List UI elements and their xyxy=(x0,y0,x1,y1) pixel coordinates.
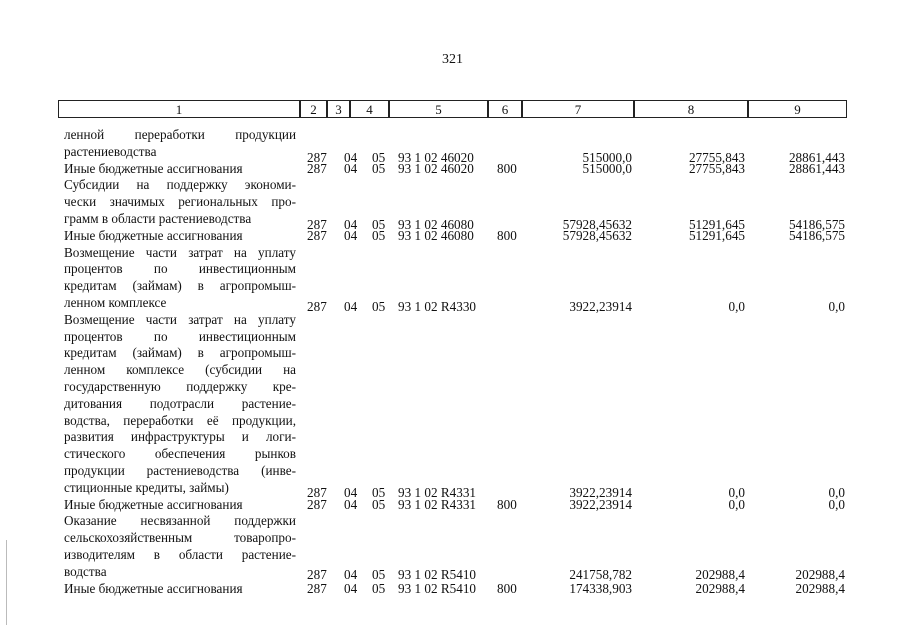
col-subsection: 05 xyxy=(372,149,386,165)
header-col-7: 7 xyxy=(522,100,634,118)
description-line: государственную поддержку кре- xyxy=(64,378,296,394)
description-line: стиционные кредиты, займы) xyxy=(64,479,229,495)
table-row xyxy=(0,161,905,177)
col-target-article: 93 1 02 46080 xyxy=(398,216,474,232)
col-amount-2: 27755,843 xyxy=(688,149,745,165)
col-amount-3: 0,0 xyxy=(828,299,845,315)
description-line: развития инфраструктуры и логи- xyxy=(64,429,296,445)
header-col-3: 3 xyxy=(327,100,350,118)
col-amount-1: 515000,0 xyxy=(582,160,632,176)
col-amount-1: 57928,45632 xyxy=(562,216,632,232)
header-col-4: 4 xyxy=(350,100,389,118)
description-line: ленном комплексе (субсидии на xyxy=(64,362,296,378)
col-section: 04 xyxy=(344,567,358,583)
description-line: процентов по инвестиционным xyxy=(64,261,296,277)
col-amount-3: 0,0 xyxy=(828,484,845,500)
col-amount-1: 515000,0 xyxy=(582,149,632,165)
col-amount-3: 28861,443 xyxy=(788,160,845,176)
col-amount-3: 28861,443 xyxy=(788,149,845,165)
description-line: ленной переработки продукции xyxy=(64,127,296,142)
col-subsection: 05 xyxy=(372,160,386,176)
col-ministry: 287 xyxy=(307,149,327,165)
col-target-article: 93 1 02 R5410 xyxy=(398,580,477,596)
table-row xyxy=(0,581,905,597)
col-ministry: 287 xyxy=(307,567,327,583)
row-description xyxy=(64,312,296,497)
description-line: растениеводства xyxy=(64,143,157,159)
description-line: Оказание несвязанной поддержки xyxy=(64,513,296,529)
description-line: Субсидии на поддержку экономи- xyxy=(64,177,296,193)
col-subsection: 05 xyxy=(372,484,386,500)
header-col-8: 8 xyxy=(634,100,748,118)
col-target-article: 93 1 02 46020 xyxy=(398,149,474,165)
header-col-2: 2 xyxy=(300,100,327,118)
description-line: Возмещение части затрат на уплату xyxy=(64,244,296,260)
col-section: 04 xyxy=(344,299,358,315)
col-ministry: 287 xyxy=(307,484,327,500)
description-line: кредитам (займам) в агропромыш- xyxy=(64,278,296,294)
page-number: 321 xyxy=(442,52,463,67)
col-amount-1: 3922,23914 xyxy=(569,496,632,512)
col-expense-type: 800 xyxy=(497,496,517,512)
col-section: 04 xyxy=(344,227,358,243)
col-ministry: 287 xyxy=(307,496,327,512)
description-line: Иные бюджетные ассигнования xyxy=(64,496,243,512)
col-section: 04 xyxy=(344,496,358,512)
col-section: 04 xyxy=(344,160,358,176)
col-section: 04 xyxy=(344,149,358,165)
col-section: 04 xyxy=(344,580,358,596)
description-line: дитования подотрасли растение- xyxy=(64,395,296,411)
description-line: водства, переработки её продукции, xyxy=(64,412,296,428)
col-amount-1: 174338,903 xyxy=(569,580,632,596)
col-expense-type: 800 xyxy=(497,160,517,176)
col-amount-2: 51291,645 xyxy=(688,216,745,232)
col-ministry: 287 xyxy=(307,160,327,176)
col-ministry: 287 xyxy=(307,299,327,315)
col-section: 04 xyxy=(344,216,358,232)
col-amount-2: 0,0 xyxy=(728,299,745,315)
description-line: кредитам (займам) в агропромыш- xyxy=(64,345,296,361)
header-col-9: 9 xyxy=(748,100,847,118)
col-amount-3: 202988,4 xyxy=(795,580,845,596)
col-amount-3: 54186,575 xyxy=(788,227,845,243)
description-line: водства xyxy=(64,563,107,579)
col-subsection: 05 xyxy=(372,227,386,243)
col-section: 04 xyxy=(344,484,358,500)
col-ministry: 287 xyxy=(307,227,327,243)
col-target-article: 93 1 02 R5410 xyxy=(398,567,477,583)
header-col-6: 6 xyxy=(488,100,522,118)
scan-margin-line xyxy=(6,540,7,625)
col-target-article: 93 1 02 R4331 xyxy=(398,484,477,500)
col-subsection: 05 xyxy=(372,567,386,583)
col-subsection: 05 xyxy=(372,580,386,596)
description-line: процентов по инвестиционным xyxy=(64,328,296,344)
col-amount-2: 202988,4 xyxy=(695,567,745,583)
col-subsection: 05 xyxy=(372,299,386,315)
col-target-article: 93 1 02 R4330 xyxy=(398,299,477,315)
description-line: Возмещение части затрат на уплату xyxy=(64,311,296,327)
description-line: ленном комплексе xyxy=(64,294,167,310)
description-line: Иные бюджетные ассигнования xyxy=(64,160,243,176)
table-row xyxy=(0,228,905,244)
col-amount-3: 0,0 xyxy=(828,496,845,512)
col-amount-2: 202988,4 xyxy=(695,580,745,596)
description-line: стического обеспечения рынков xyxy=(64,446,296,462)
col-amount-2: 51291,645 xyxy=(688,227,745,243)
col-ministry: 287 xyxy=(307,580,327,596)
col-target-article: 93 1 02 46080 xyxy=(398,227,474,243)
col-ministry: 287 xyxy=(307,216,327,232)
col-target-article: 93 1 02 46020 xyxy=(398,160,474,176)
col-expense-type: 800 xyxy=(497,227,517,243)
header-col-1: 1 xyxy=(58,100,300,118)
description-line: Иные бюджетные ассигнования xyxy=(64,227,243,243)
col-amount-2: 0,0 xyxy=(728,496,745,512)
col-amount-1: 241758,782 xyxy=(569,567,632,583)
col-amount-1: 3922,23914 xyxy=(569,299,632,315)
col-amount-2: 0,0 xyxy=(728,484,745,500)
description-line: изводителям в области растение- xyxy=(64,546,296,562)
table-header xyxy=(58,100,847,122)
col-amount-1: 57928,45632 xyxy=(562,227,632,243)
description-line: чески значимых региональных про- xyxy=(64,194,296,210)
col-amount-3: 54186,575 xyxy=(788,216,845,232)
header-col-5: 5 xyxy=(389,100,488,118)
col-target-article: 93 1 02 R4331 xyxy=(398,496,477,512)
description-line: сельскохозяйственным товаропро- xyxy=(64,530,296,546)
table-row xyxy=(0,497,905,513)
col-expense-type: 800 xyxy=(497,580,517,596)
col-subsection: 05 xyxy=(372,216,386,232)
col-subsection: 05 xyxy=(372,496,386,512)
col-amount-2: 27755,843 xyxy=(688,160,745,176)
description-line: продукции растениеводства (инве- xyxy=(64,462,296,478)
description-line: Иные бюджетные ассигнования xyxy=(64,580,243,596)
description-line: грамм в области растениеводства xyxy=(64,210,252,226)
col-amount-1: 3922,23914 xyxy=(569,484,632,500)
col-amount-3: 202988,4 xyxy=(795,567,845,583)
